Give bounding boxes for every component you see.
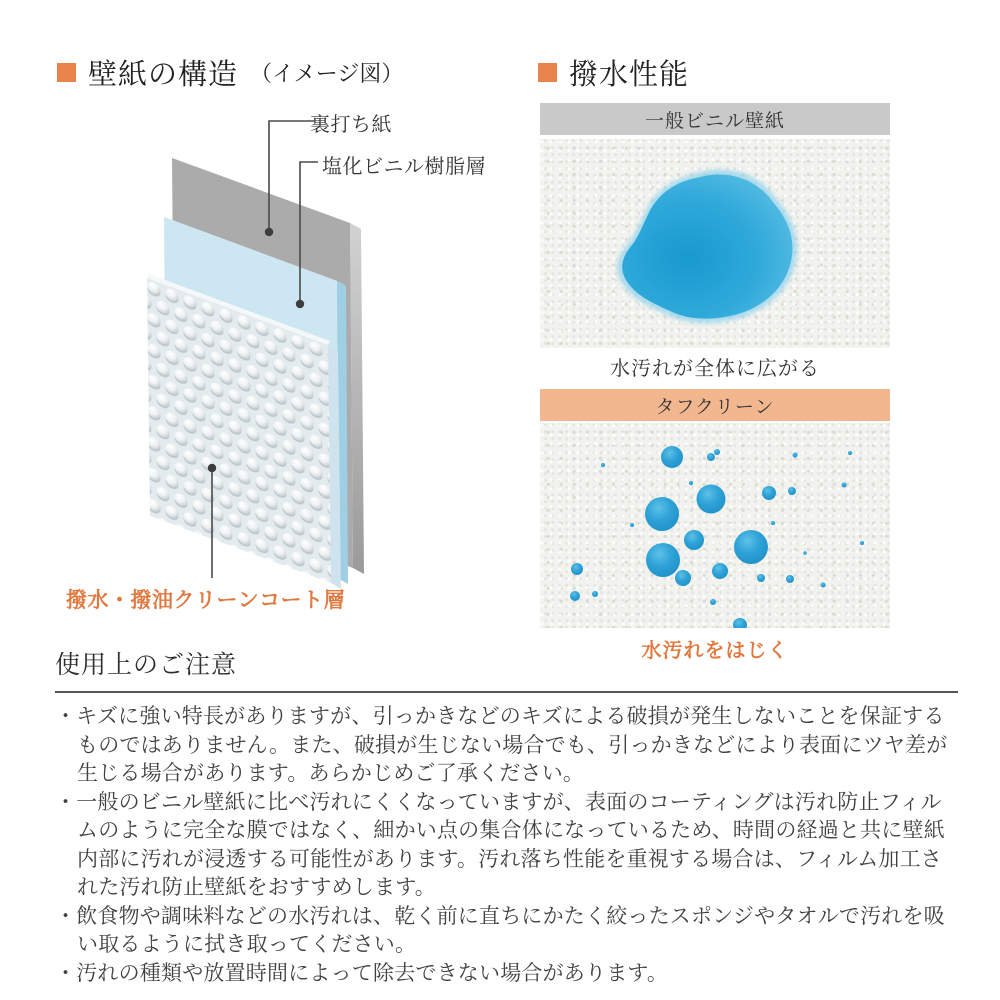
usage-notes-list: [55, 703, 958, 988]
generic-vinyl-header-bar: 一般ビニル壁紙: [540, 103, 890, 135]
water-beads-photo: [540, 423, 890, 628]
usage-note-item: ・ 汚れの種類や放置時間によって除去できない場合があります。: [55, 960, 958, 989]
usage-note-item: ・ キズに強い特長がありますが、引っかきなどのキズによる破損が発生しないことを保証するものではありません。また、破損が生じない場合でも、引っかきなどにより表面にツヤ差が生じる場合があります。あらかじめご了承ください。: [55, 703, 958, 789]
usage-note-item: ・ 飲食物や調味料などの水汚れは、乾く前に直ちにかたく絞ったスポンジやタオルで汚れを吸い取るように拭き取ってください。: [55, 903, 958, 960]
usage-notes-section: [55, 645, 958, 988]
water-spread-photo: [540, 139, 890, 348]
water-beads-graphic: [540, 423, 890, 628]
water-spread-blob: [622, 174, 792, 318]
orange-square-icon: [538, 63, 557, 82]
section-title-text: 壁紙の構造: [88, 59, 239, 91]
section-title-suffix: （イメージ図）: [250, 61, 404, 86]
water-spread-caption: 水汚れが全体に広がる: [610, 358, 820, 380]
usage-note-item: ・ 一般のビニル壁紙に比べ汚れにくくなっていますが、表面のコーティングは汚れ防止フィルムのように完全な膜ではなく、細かい点の集合体になっているため、時間の経過と共に壁紙内部に汚れが浸透する可能性があります。汚れ落ち性能を重視する場合は、フィルム加工された汚れ防止壁紙をおすすめします。: [55, 789, 958, 903]
usage-notes-title: 使用上のご注意: [55, 645, 958, 693]
water-spread-graphic: [540, 139, 890, 348]
water-repellency-title: [538, 52, 689, 93]
water-bead-drops: [570, 446, 864, 628]
connector-dot-coat: [208, 464, 216, 472]
section-title-text: 撥水性能: [569, 59, 690, 91]
tough-clean-header-bar: タフクリーン: [540, 389, 890, 421]
wallpaper-structure-title: [57, 52, 403, 93]
connector-dot-backing: [265, 228, 273, 236]
clean-coat-label: 撥水・撥油クリーンコート層: [66, 589, 346, 612]
connector-dot-vinyl: [296, 300, 304, 308]
water-beads-caption: 水汚れをはじく: [641, 640, 789, 662]
orange-square-icon: [57, 63, 76, 82]
backing-paper-label: 裏打ち紙: [310, 114, 392, 136]
vinyl-resin-label: 塩化ビニル樹脂層: [322, 156, 486, 178]
